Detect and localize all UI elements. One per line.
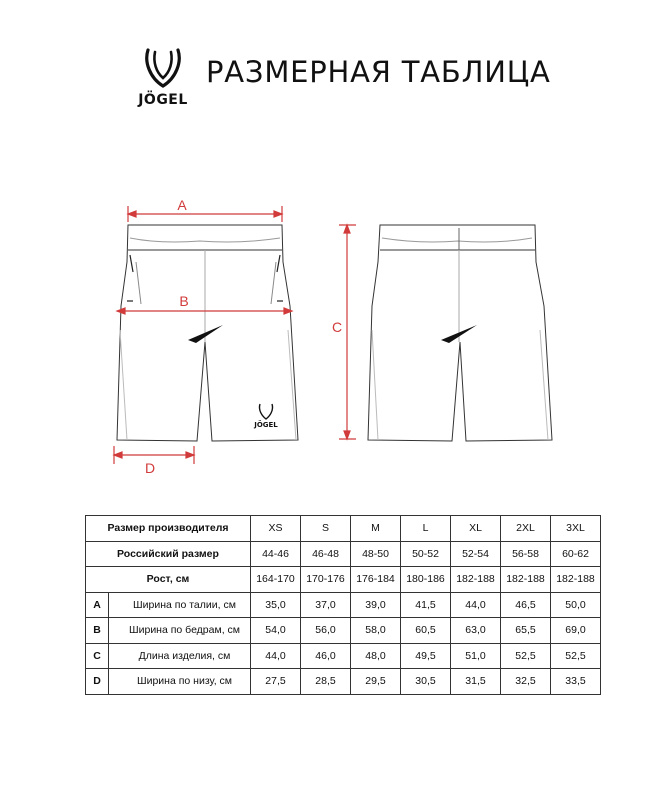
size-cell: 3XL — [551, 516, 601, 542]
height-row — [86, 567, 601, 593]
size-cell: L — [401, 516, 451, 542]
table-cell: 46,5 — [501, 592, 551, 618]
table-cell: 28,5 — [301, 669, 351, 695]
table-cell: 63,0 — [451, 618, 501, 644]
table-cell: 69,0 — [551, 618, 601, 644]
table-cell: 30,5 — [401, 669, 451, 695]
russian-size-row — [86, 541, 601, 567]
table-row — [86, 618, 601, 644]
row-label: Ширина по низу, см — [109, 669, 251, 695]
size-cell: 2XL — [501, 516, 551, 542]
logo-mark-icon — [142, 48, 184, 90]
table-cell: 32,5 — [501, 669, 551, 695]
russian-size-cell: 48-50 — [351, 541, 401, 567]
table-row — [86, 592, 601, 618]
size-cell: XS — [251, 516, 301, 542]
table-cell: 49,5 — [401, 643, 451, 669]
measurement-diagram — [0, 190, 665, 480]
russian-size-cell: 56-58 — [501, 541, 551, 567]
table-cell: 54,0 — [251, 618, 301, 644]
size-cell: S — [301, 516, 351, 542]
russian-size-cell: 60-62 — [551, 541, 601, 567]
table-cell: 46,0 — [301, 643, 351, 669]
russian-size-cell: 46-48 — [301, 541, 351, 567]
brand-logo — [128, 48, 198, 110]
brand-name: JÖGEL — [138, 92, 188, 108]
table-cell: 33,5 — [551, 669, 601, 695]
size-cell: XL — [451, 516, 501, 542]
row-letter: A — [86, 592, 109, 618]
row-label: Ширина по талии, см — [109, 592, 251, 618]
table-cell: 65,5 — [501, 618, 551, 644]
table-cell: 27,5 — [251, 669, 301, 695]
table-cell: 52,5 — [551, 643, 601, 669]
table-cell: 52,5 — [501, 643, 551, 669]
table-row — [86, 669, 601, 695]
table-cell: 39,0 — [351, 592, 401, 618]
height-cell: 182-188 — [451, 567, 501, 593]
height-cell: 182-188 — [501, 567, 551, 593]
table-cell: 50,0 — [551, 592, 601, 618]
height-cell: 180-186 — [401, 567, 451, 593]
size-table — [85, 515, 601, 695]
dimension-label-a: A — [177, 197, 187, 213]
russian-size-label: Российский размер — [86, 541, 251, 567]
table-cell: 60,5 — [401, 618, 451, 644]
page-title: РАЗМЕРНАЯ ТАБЛИЦА — [206, 55, 551, 89]
row-letter: C — [86, 643, 109, 669]
russian-size-cell: 52-54 — [451, 541, 501, 567]
table-cell: 44,0 — [251, 643, 301, 669]
row-label: Длина изделия, см — [109, 643, 251, 669]
table-cell: 29,5 — [351, 669, 401, 695]
dimension-label-b: B — [179, 293, 189, 309]
table-cell: 37,0 — [301, 592, 351, 618]
height-cell: 176-184 — [351, 567, 401, 593]
size-cell: M — [351, 516, 401, 542]
manufacturer-size-label: Размер производителя — [86, 516, 251, 542]
dimension-label-c: C — [331, 319, 343, 335]
front-logo-mark-icon — [259, 404, 272, 419]
table-cell: 41,5 — [401, 592, 451, 618]
height-cell: 164-170 — [251, 567, 301, 593]
russian-size-cell: 44-46 — [251, 541, 301, 567]
height-label: Рост, см — [86, 567, 251, 593]
table-cell: 48,0 — [351, 643, 401, 669]
table-cell: 31,5 — [451, 669, 501, 695]
row-letter: B — [86, 618, 109, 644]
table-cell: 58,0 — [351, 618, 401, 644]
row-label: Ширина по бедрам, см — [109, 618, 251, 644]
table-row — [86, 643, 601, 669]
table-cell: 44,0 — [451, 592, 501, 618]
height-cell: 182-188 — [551, 567, 601, 593]
manufacturer-size-row — [86, 516, 601, 542]
table-cell: 35,0 — [251, 592, 301, 618]
dimension-label-d: D — [144, 460, 156, 476]
russian-size-cell: 50-52 — [401, 541, 451, 567]
product-logo-text: JÖGEL — [254, 421, 278, 429]
row-letter: D — [86, 669, 109, 695]
height-cell: 170-176 — [301, 567, 351, 593]
table-cell: 51,0 — [451, 643, 501, 669]
table-cell: 56,0 — [301, 618, 351, 644]
